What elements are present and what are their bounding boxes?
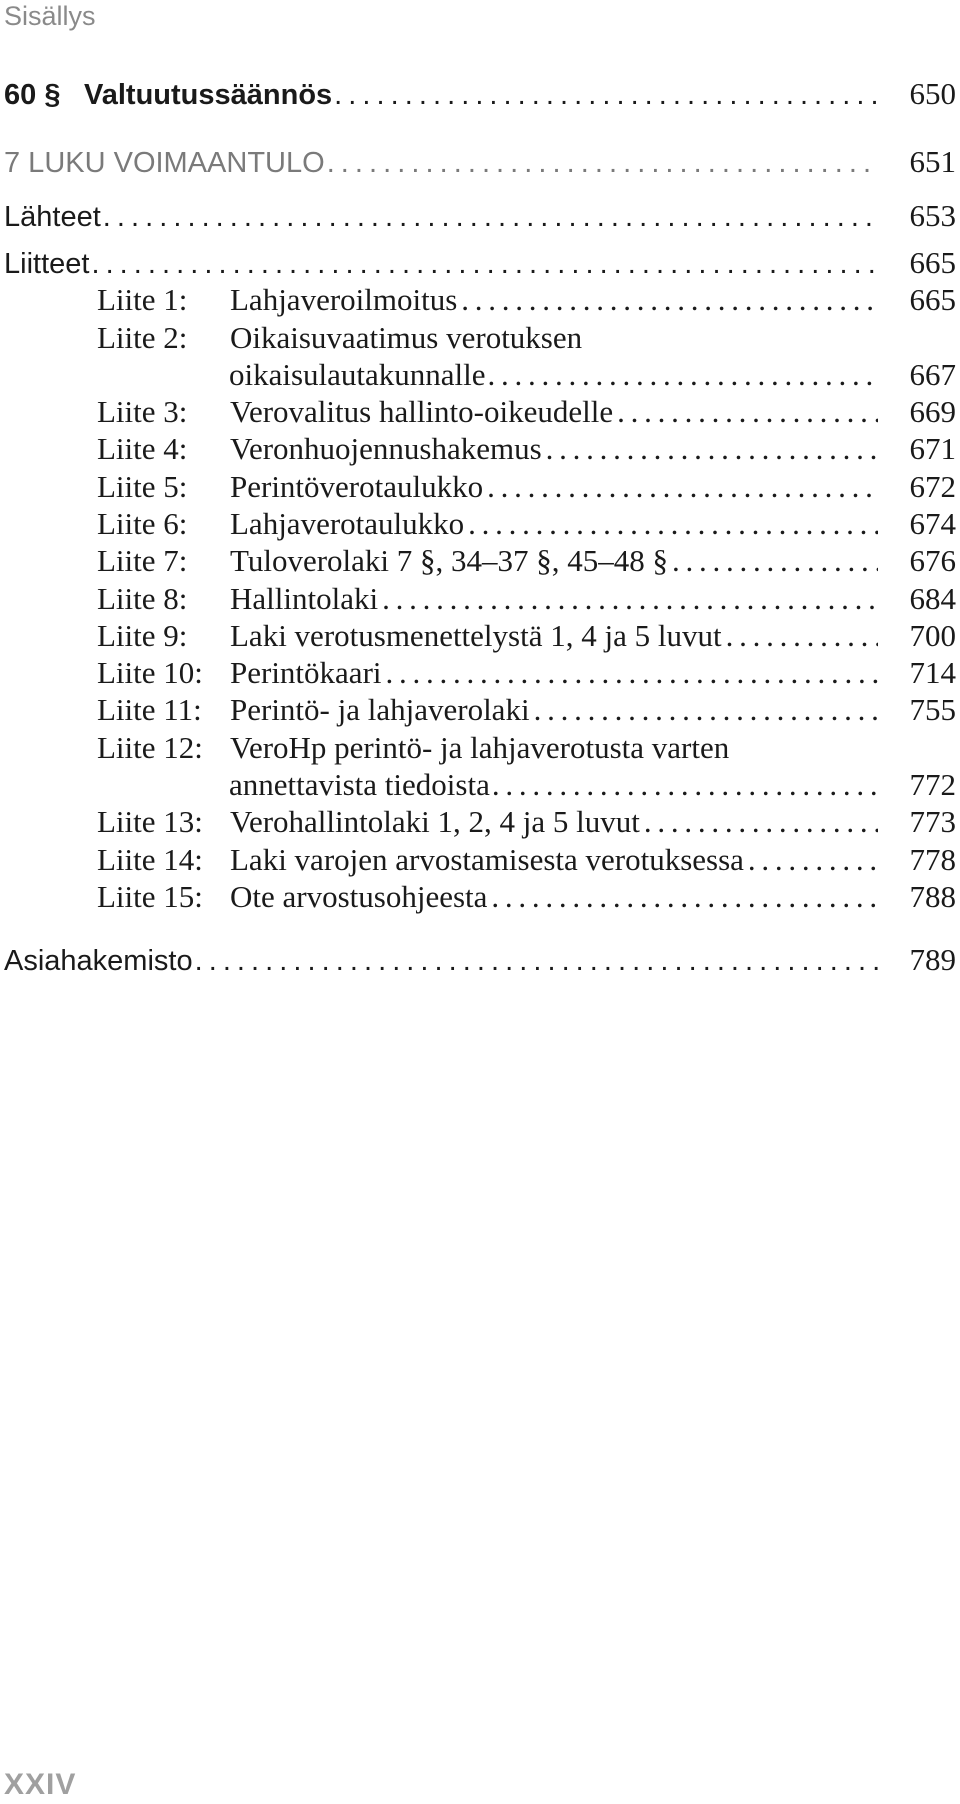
- dot-leader: [382, 581, 878, 617]
- entry-title: [4, 431, 542, 467]
- entry-title: [4, 320, 583, 356]
- toc-entry-section-60[interactable]: [4, 76, 956, 116]
- dot-leader: [617, 394, 878, 430]
- appendix-label: Liite 2:: [97, 320, 188, 355]
- appendix-title: Veronhuojennushakemus: [230, 431, 542, 466]
- page-number: 684: [909, 581, 956, 616]
- entry-title: Liitteet: [4, 248, 90, 280]
- page-number: 667: [909, 357, 956, 392]
- toc-entry-chapter-7[interactable]: [4, 144, 956, 184]
- appendix-title: Verohallintolaki 1, 2, 4 ja 5 luvut: [230, 804, 640, 839]
- page-number: 671: [909, 431, 956, 466]
- appendix-label: Liite 8:: [97, 581, 188, 616]
- toc-entry-liitteet[interactable]: [4, 245, 956, 285]
- entry-title: [4, 506, 465, 542]
- entry-title: [4, 655, 382, 691]
- dot-leader: [488, 357, 878, 393]
- toc-entry-lahteet[interactable]: [4, 198, 956, 238]
- dot-leader: [534, 692, 878, 728]
- appendix-title: Laki varojen arvostamisesta verotuksessa: [230, 842, 744, 877]
- section-title: Valtuutussäännös: [84, 79, 333, 111]
- dot-leader: [386, 655, 878, 691]
- page-number: 789: [909, 942, 956, 977]
- dot-leader: [672, 543, 878, 579]
- page-number: 755: [909, 692, 956, 727]
- appendix-title: Laki verotusmenettelystä 1, 4 ja 5 luvut: [230, 618, 722, 653]
- toc-entry-liite-2[interactable]: [4, 320, 956, 360]
- appendix-label: Liite 7:: [97, 543, 188, 578]
- page-number: 665: [909, 282, 956, 317]
- entry-title: [4, 804, 640, 840]
- page-number: 773: [909, 804, 956, 839]
- toc-entry-liite-2-continued[interactable]: [229, 357, 956, 397]
- section-number: 60 §: [4, 79, 61, 111]
- dot-leader: [91, 248, 878, 281]
- dot-leader: [491, 879, 878, 915]
- appendix-label: Liite 5:: [97, 469, 188, 504]
- page-number: 778: [909, 842, 956, 877]
- toc-entry-liite-12[interactable]: [4, 730, 956, 770]
- appendix-label: Liite 13:: [97, 804, 203, 839]
- entry-title: [4, 618, 722, 654]
- dot-leader: [492, 767, 878, 803]
- toc-entry-liite-13[interactable]: [4, 804, 956, 844]
- dot-leader: [748, 842, 878, 878]
- toc-entry-liite-11[interactable]: [4, 692, 956, 732]
- entry-title: [4, 692, 530, 728]
- appendix-label: Liite 12:: [97, 730, 203, 765]
- appendix-label: Liite 14:: [97, 842, 203, 877]
- dot-leader: [327, 147, 878, 180]
- dot-leader: [726, 618, 878, 654]
- toc-entry-liite-15[interactable]: [4, 879, 956, 919]
- page-number: 650: [909, 76, 956, 111]
- page-number: 700: [909, 618, 956, 653]
- toc-entry-liite-7[interactable]: [4, 543, 956, 583]
- appendix-label: Liite 15:: [97, 879, 203, 914]
- toc-entry-liite-14[interactable]: [4, 842, 956, 882]
- entry-title: [4, 394, 614, 430]
- appendix-title: Hallintolaki: [230, 581, 379, 616]
- entry-title: [4, 730, 730, 766]
- appendix-label: Liite 10:: [97, 655, 203, 690]
- dot-leader: [487, 469, 878, 505]
- entry-title: [4, 543, 669, 579]
- toc-entry-liite-4[interactable]: [4, 431, 956, 471]
- entry-title: Asiahakemisto: [4, 945, 193, 977]
- dot-leader: [644, 804, 878, 840]
- toc-entry-liite-3[interactable]: [4, 394, 956, 434]
- dot-leader: [195, 945, 878, 978]
- page-number: 676: [909, 543, 956, 578]
- toc-entry-liite-1[interactable]: [4, 282, 956, 322]
- appendix-label: Liite 3:: [97, 394, 188, 429]
- appendix-title-line2: oikaisulautakunnalle: [229, 357, 486, 392]
- page-folio: XXIV: [4, 1768, 77, 1801]
- page-number: 714: [909, 655, 956, 690]
- entry-title: [4, 581, 379, 617]
- dot-leader: [103, 201, 878, 234]
- dot-leader: [334, 79, 878, 112]
- appendix-title: Perintöverotaulukko: [230, 469, 484, 504]
- chapter-title: 7 LUKU VOIMAANTULO: [4, 147, 325, 179]
- page-number: 669: [909, 394, 956, 429]
- toc-entry-liite-5[interactable]: [4, 469, 956, 509]
- appendix-label: Liite 1:: [97, 282, 188, 317]
- entry-title: [4, 469, 484, 505]
- entry-title: [4, 879, 488, 915]
- toc-entry-asiahakemisto[interactable]: [4, 942, 956, 982]
- page-number: 665: [909, 245, 956, 280]
- running-head: Sisällys: [4, 1, 96, 31]
- appendix-label: Liite 11:: [97, 692, 202, 727]
- dot-leader: [546, 431, 878, 467]
- appendix-label: Liite 9:: [97, 618, 188, 653]
- appendix-title-line1: VeroHp perintö- ja lahjaverotusta varten: [230, 730, 730, 765]
- appendix-title: Lahjaverotaulukko: [230, 506, 465, 541]
- appendix-label: Liite 6:: [97, 506, 188, 541]
- appendix-title-line2: annettavista tiedoista: [229, 767, 490, 802]
- page-number: 653: [909, 198, 956, 233]
- appendix-title-line1: Oikaisuvaatimus verotuksen: [230, 320, 583, 355]
- page-number: 788: [909, 879, 956, 914]
- page-number: 672: [909, 469, 956, 504]
- toc-entry-title: [4, 79, 332, 112]
- appendix-title: Tuloverolaki 7 §, 34–37 §, 45–48 §: [230, 543, 669, 578]
- appendix-label: Liite 4:: [97, 431, 188, 466]
- appendix-title: Lahjaveroilmoitus: [230, 282, 458, 317]
- appendix-title: Perintökaari: [230, 655, 382, 690]
- dot-leader: [461, 282, 878, 318]
- entry-title: Lähteet: [4, 201, 101, 233]
- dot-leader: [468, 506, 878, 542]
- toc-entry-liite-6[interactable]: [4, 506, 956, 546]
- toc-entry-liite-9[interactable]: [4, 618, 956, 658]
- appendix-title: Perintö- ja lahjaverolaki: [230, 692, 530, 727]
- entry-title: [4, 842, 744, 878]
- appendix-title: Ote arvostusohjeesta: [230, 879, 488, 914]
- toc-entry-liite-12-continued[interactable]: [229, 767, 956, 807]
- toc-entry-liite-10[interactable]: [4, 655, 956, 695]
- entry-title: [4, 282, 458, 318]
- appendix-title: Verovalitus hallinto-oikeudelle: [230, 394, 614, 429]
- page-number: 772: [909, 767, 956, 802]
- toc-entry-liite-8[interactable]: [4, 581, 956, 621]
- page-number: 651: [909, 144, 956, 179]
- page-number: 674: [909, 506, 956, 541]
